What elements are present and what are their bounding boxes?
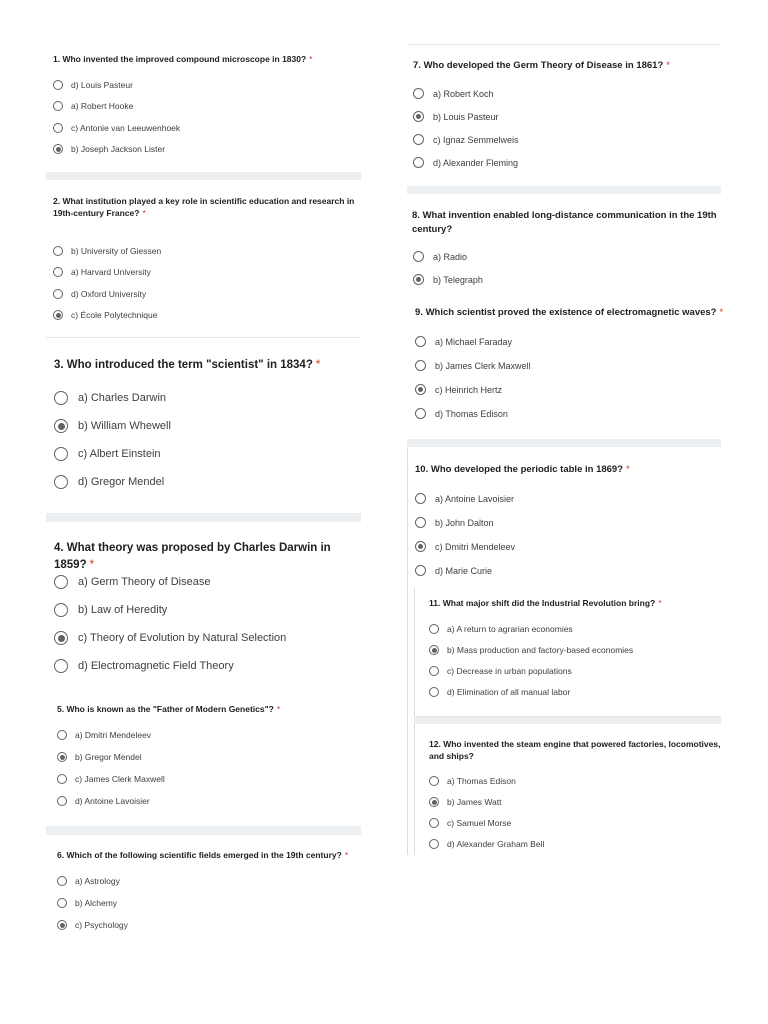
- option-label: b) Law of Heredity: [78, 604, 168, 616]
- radio-button[interactable]: [54, 391, 68, 405]
- question-number: 7.: [413, 60, 421, 71]
- radio-button[interactable]: [54, 475, 68, 489]
- option-label: a) Harvard University: [71, 267, 151, 277]
- option-row[interactable]: [429, 797, 501, 807]
- radio-button[interactable]: [53, 267, 63, 277]
- radio-dot: [416, 277, 422, 283]
- option-row[interactable]: [57, 898, 117, 908]
- option-label: b) James Watt: [447, 797, 502, 807]
- required-asterisk: *: [276, 704, 281, 714]
- option-row[interactable]: [54, 475, 164, 489]
- option-row[interactable]: [415, 336, 512, 347]
- option-row[interactable]: [57, 796, 150, 806]
- question-text: What major shift did the Industrial Revolution bring?: [442, 598, 656, 608]
- question-text: Who developed the Germ Theory of Disease in 1861?: [423, 60, 664, 71]
- option-row[interactable]: [53, 80, 133, 90]
- question-title: [53, 195, 363, 220]
- radio-button[interactable]: [429, 645, 439, 655]
- option-label: c) Theory of Evolution by Natural Selection: [78, 632, 287, 644]
- option-row[interactable]: [57, 730, 151, 740]
- option-label: d) Alexander Fleming: [433, 157, 519, 168]
- option-label: c) Psychology: [75, 920, 128, 930]
- required-asterisk: *: [89, 558, 95, 571]
- option-row[interactable]: [413, 111, 499, 122]
- question-title: [57, 849, 362, 861]
- option-label: b) Alchemy: [75, 898, 118, 908]
- radio-button[interactable]: [53, 246, 63, 256]
- radio-button[interactable]: [413, 157, 424, 168]
- option-label: c) Heinrich Hertz: [435, 384, 503, 395]
- radio-button[interactable]: [413, 111, 424, 122]
- option-label: a) Astrology: [75, 876, 120, 886]
- option-row[interactable]: [413, 157, 518, 168]
- option-label: a) Germ Theory of Disease: [78, 576, 211, 588]
- option-row[interactable]: [54, 603, 167, 617]
- question-text: Who developed the periodic table in 1869?: [430, 464, 624, 475]
- option-row[interactable]: [54, 419, 171, 433]
- option-row[interactable]: [54, 631, 286, 645]
- question-text: Who introduced the term "scientist" in 1834?: [66, 359, 313, 371]
- question-text: Who invented the steam engine that powered factories, locomotives, and ships?: [429, 739, 721, 762]
- option-label: d) Antoine Lavoisier: [75, 796, 150, 806]
- radio-button[interactable]: [429, 839, 439, 849]
- radio-button[interactable]: [429, 666, 439, 676]
- question-title: [415, 306, 735, 320]
- radio-dot: [60, 923, 65, 928]
- radio-button[interactable]: [57, 774, 67, 784]
- question-text: Which scientist proved the existence of electromagnetic waves?: [425, 307, 717, 318]
- radio-button[interactable]: [57, 752, 67, 762]
- option-row[interactable]: [53, 267, 151, 277]
- option-row[interactable]: [413, 134, 519, 145]
- question-title: [53, 53, 353, 65]
- question-number: 4.: [54, 542, 64, 554]
- radio-button[interactable]: [57, 898, 67, 908]
- radio-button[interactable]: [54, 631, 68, 645]
- radio-button[interactable]: [429, 797, 439, 807]
- option-row[interactable]: [53, 101, 133, 111]
- radio-dot: [432, 648, 437, 653]
- radio-dot: [60, 755, 65, 760]
- required-asterisk: *: [142, 208, 146, 219]
- option-row[interactable]: [53, 123, 180, 133]
- option-label: d) Elimination of all manual labor: [447, 687, 571, 697]
- radio-dot: [58, 423, 65, 430]
- section-divider: [407, 439, 721, 447]
- option-row[interactable]: [57, 920, 128, 930]
- required-asterisk: *: [344, 850, 349, 860]
- option-label: c) James Clerk Maxwell: [75, 774, 165, 784]
- section-divider: [414, 717, 721, 724]
- radio-button[interactable]: [53, 144, 63, 154]
- question-number: 12.: [429, 739, 441, 749]
- card-border: [407, 447, 408, 855]
- option-row[interactable]: [53, 144, 165, 154]
- question-title: [413, 59, 718, 73]
- option-row[interactable]: [57, 876, 120, 886]
- radio-dot: [58, 635, 65, 642]
- radio-button[interactable]: [413, 134, 424, 145]
- option-label: a) Robert Koch: [433, 88, 494, 99]
- radio-button[interactable]: [415, 493, 426, 504]
- option-label: c) Ignaz Semmelweis: [433, 134, 519, 145]
- option-row[interactable]: [429, 666, 572, 676]
- option-row[interactable]: [415, 384, 502, 395]
- option-row[interactable]: [429, 645, 633, 655]
- option-row[interactable]: [53, 310, 157, 320]
- question-number: 5.: [57, 704, 65, 714]
- option-row[interactable]: [429, 624, 573, 634]
- radio-button[interactable]: [57, 920, 67, 930]
- option-label: a) Michael Faraday: [435, 336, 513, 347]
- option-label: d) Thomas Edison: [435, 408, 508, 419]
- radio-button[interactable]: [415, 408, 426, 419]
- radio-dot: [416, 114, 422, 120]
- question-title: [415, 463, 715, 477]
- radio-dot: [56, 147, 61, 152]
- radio-button[interactable]: [429, 687, 439, 697]
- radio-button[interactable]: [415, 517, 426, 528]
- option-row[interactable]: [54, 659, 234, 673]
- option-label: b) William Whewell: [78, 420, 171, 432]
- required-asterisk: *: [309, 54, 313, 64]
- option-row[interactable]: [413, 274, 483, 285]
- section-divider: [46, 826, 361, 835]
- question-text: Which of the following scientific fields emerged in the 19th century?: [66, 850, 342, 860]
- question-title: [429, 597, 719, 609]
- radio-button[interactable]: [413, 88, 424, 99]
- radio-button[interactable]: [53, 80, 63, 90]
- radio-button[interactable]: [54, 447, 68, 461]
- radio-button[interactable]: [57, 730, 67, 740]
- option-label: a) Dmitri Mendeleev: [75, 730, 152, 740]
- question-text: Who invented the improved compound microscope in 1830?: [62, 54, 307, 64]
- option-label: c) Antonie van Leeuwenhoek: [71, 123, 181, 133]
- radio-button[interactable]: [54, 603, 68, 617]
- question-text: Who is known as the "Father of Modern Genetics"?: [66, 704, 274, 714]
- question-number: 1.: [53, 54, 61, 64]
- option-label: d) Alexander Graham Bell: [447, 839, 545, 849]
- option-row[interactable]: [415, 360, 531, 371]
- section-divider: [407, 186, 721, 194]
- option-label: c) École Polytechnique: [71, 310, 158, 320]
- question-text: What theory was proposed by Charles Darwin in 1859?: [54, 542, 331, 571]
- section-divider: [46, 513, 361, 522]
- radio-dot: [418, 544, 424, 550]
- option-label: b) John Dalton: [435, 517, 494, 528]
- radio-button[interactable]: [53, 123, 63, 133]
- radio-button[interactable]: [53, 289, 63, 299]
- radio-button[interactable]: [429, 818, 439, 828]
- option-label: d) Oxford University: [71, 289, 147, 299]
- required-asterisk: *: [719, 307, 724, 318]
- radio-button[interactable]: [54, 575, 68, 589]
- radio-button[interactable]: [57, 876, 67, 886]
- option-label: b) University of Giessen: [71, 246, 162, 256]
- radio-button[interactable]: [415, 384, 426, 395]
- question-text: What invention enabled long-distance communication in the 19th century?: [412, 210, 717, 235]
- option-label: c) Dmitri Mendeleev: [435, 541, 516, 552]
- option-label: a) Thomas Edison: [447, 776, 516, 786]
- option-label: a) Robert Hooke: [71, 101, 134, 111]
- radio-button[interactable]: [53, 101, 63, 111]
- option-row[interactable]: [413, 88, 494, 99]
- required-asterisk: *: [666, 60, 670, 71]
- radio-dot: [432, 800, 437, 805]
- option-label: c) Samuel Morse: [447, 818, 512, 828]
- option-row[interactable]: [429, 839, 544, 849]
- radio-button[interactable]: [429, 776, 439, 786]
- option-label: b) Telegraph: [433, 274, 483, 285]
- option-row[interactable]: [57, 774, 165, 784]
- radio-button[interactable]: [53, 310, 63, 320]
- option-label: b) Gregor Mendel: [75, 752, 142, 762]
- option-label: d) Electromagnetic Field Theory: [78, 660, 234, 672]
- radio-button[interactable]: [413, 274, 424, 285]
- question-number: 2.: [53, 196, 61, 206]
- question-number: 11.: [429, 598, 441, 608]
- option-row[interactable]: [54, 447, 161, 461]
- option-row[interactable]: [429, 776, 516, 786]
- question-title: [54, 540, 364, 573]
- option-row[interactable]: [429, 818, 511, 828]
- option-row[interactable]: [54, 391, 166, 405]
- question-number: 9.: [415, 307, 423, 318]
- option-row[interactable]: [415, 541, 515, 552]
- radio-button[interactable]: [415, 541, 426, 552]
- option-label: a) Radio: [433, 251, 468, 262]
- question-number: 10.: [415, 464, 429, 475]
- question-title: [54, 357, 359, 374]
- option-row[interactable]: [53, 246, 161, 256]
- option-label: a) Antoine Lavoisier: [435, 493, 515, 504]
- option-row[interactable]: [429, 687, 570, 697]
- option-label: d) Louis Pasteur: [71, 80, 133, 90]
- radio-button[interactable]: [413, 251, 424, 262]
- option-row[interactable]: [54, 575, 210, 589]
- radio-button[interactable]: [57, 796, 67, 806]
- option-row[interactable]: [57, 752, 142, 762]
- question-title: [412, 209, 717, 237]
- radio-button[interactable]: [54, 659, 68, 673]
- question-title: [429, 738, 729, 763]
- option-row[interactable]: [53, 289, 146, 299]
- option-row[interactable]: [415, 493, 514, 504]
- required-asterisk: *: [315, 359, 321, 371]
- option-label: d) Gregor Mendel: [78, 476, 165, 488]
- option-row[interactable]: [415, 408, 508, 419]
- option-label: d) Marie Curie: [435, 565, 493, 576]
- question-number: 8.: [412, 210, 420, 221]
- radio-button[interactable]: [415, 360, 426, 371]
- question-text: What institution played a key role in scientific education and research in 19th-century France?: [53, 196, 355, 219]
- radio-button[interactable]: [429, 624, 439, 634]
- option-label: b) Joseph Jackson Lister: [71, 144, 166, 154]
- radio-dot: [418, 387, 424, 393]
- option-label: c) Albert Einstein: [78, 448, 161, 460]
- radio-button[interactable]: [415, 336, 426, 347]
- option-label: a) A return to agrarian economies: [447, 624, 573, 634]
- question-number: 6.: [57, 850, 65, 860]
- section-divider: [46, 172, 361, 180]
- required-asterisk: *: [658, 598, 662, 608]
- section-divider: [407, 44, 721, 45]
- card-border: [414, 724, 415, 855]
- section-divider: [46, 337, 361, 338]
- option-label: b) Mass production and factory-based economies: [447, 645, 634, 655]
- card-border: [414, 588, 415, 716]
- radio-dot: [56, 313, 61, 318]
- question-number: 3.: [54, 359, 64, 371]
- option-label: a) Charles Darwin: [78, 392, 167, 404]
- option-row[interactable]: [415, 565, 492, 576]
- option-label: b) James Clerk Maxwell: [435, 360, 531, 371]
- option-label: b) Louis Pasteur: [433, 111, 499, 122]
- option-row[interactable]: [415, 517, 494, 528]
- option-row[interactable]: [413, 251, 467, 262]
- radio-button[interactable]: [415, 565, 426, 576]
- option-label: c) Decrease in urban populations: [447, 666, 572, 676]
- question-title: [57, 703, 357, 715]
- required-asterisk: *: [626, 464, 630, 475]
- radio-button[interactable]: [54, 419, 68, 433]
